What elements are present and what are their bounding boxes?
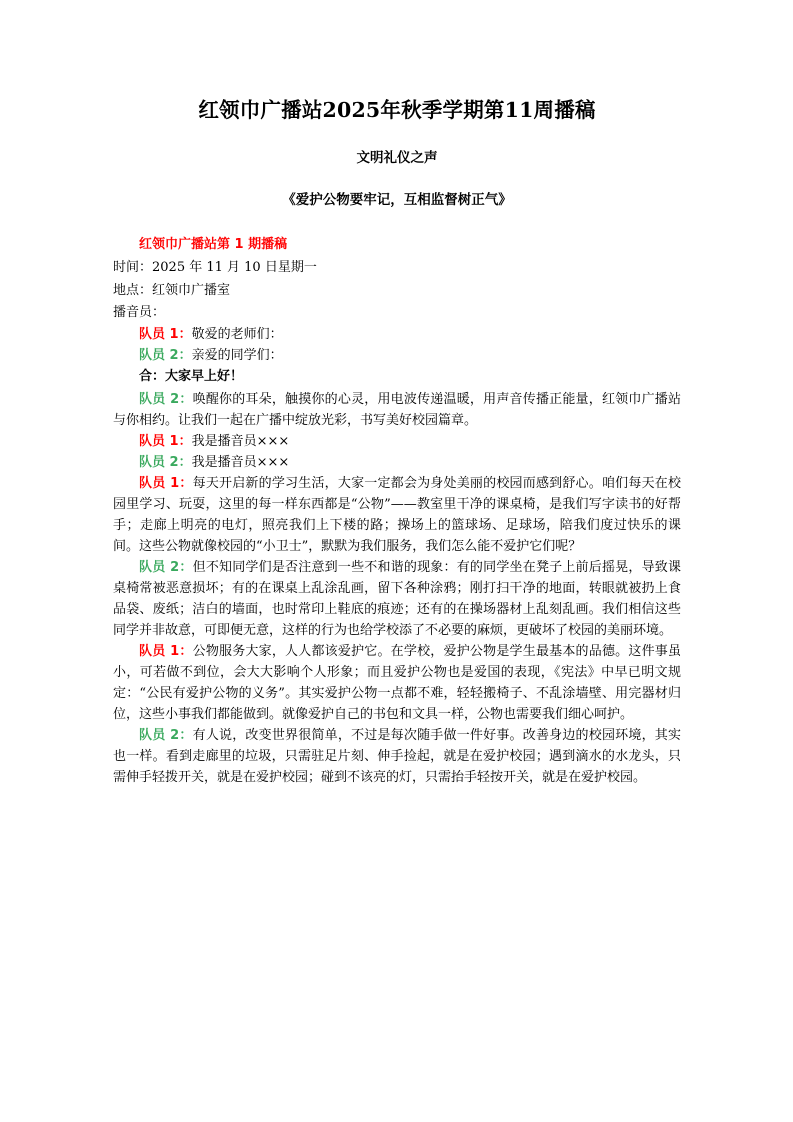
speaker-label: 队员 1： xyxy=(139,433,192,449)
script-line xyxy=(113,452,681,473)
speaker-text: 有人说，改变世界很简单，不过是每次随手做一件好事。改善身边的校园环境，其实也一样。看到走廊里的垃圾，只需驻足片刻、伸手捡起，就是在爱护校园；遇到滴水的水龙头，只需伸手轻拨开关，就是在爱护校园；碰到不该亮的灯，只需抬手轻按开关，就是在爱护校园。 xyxy=(113,728,681,786)
speaker-text: 亲爱的同学们： xyxy=(191,348,283,364)
speaker-label: 队员 2： xyxy=(139,728,193,744)
script-line xyxy=(113,324,681,345)
script-line-joint: 合：大家早上好！ xyxy=(139,369,244,385)
speaker-text: 我是播音员××× xyxy=(191,433,290,449)
speaker-label: 队员 1： xyxy=(139,644,193,660)
script-line xyxy=(113,725,681,788)
speaker-text: 唤醒你的耳朵，触摸你的心灵，用电波传递温暖，用声音传播正能量，红领巾广播站与你相约。让我们一起在广播中绽放光彩，书写美好校园篇章。 xyxy=(113,391,681,428)
episode-theme-title: 《爱护公物要牢记，互相监督树正气》 xyxy=(282,191,512,208)
page-title: 红领巾广播站2025年秋季学期第11周播稿 xyxy=(198,98,596,122)
script-line xyxy=(113,557,681,641)
meta-location: 地点：红领巾广播室 xyxy=(113,282,231,298)
script-line xyxy=(113,473,681,557)
document-content xyxy=(113,96,681,788)
speaker-label: 队员 2： xyxy=(139,559,193,575)
program-subtitle: 文明礼仪之声 xyxy=(356,149,438,166)
speaker-text: 我是播音员××× xyxy=(191,454,290,470)
script-line xyxy=(113,389,681,431)
script-line xyxy=(113,345,681,366)
section-heading: 红领巾广播站第 1 期播稿 xyxy=(139,237,288,253)
speaker-label: 队员 1： xyxy=(139,475,193,491)
broadcast-script-lines xyxy=(113,324,681,788)
speaker-text: 公物服务大家，人人都该爱护它。在学校，爱护公物是学生最基本的品德。这件事虽小，可若做不到位，会大大影响个人形象；而且爱护公物也是爱国的表现，《宪法》中早已明文规定：“公民有爱护公物的义务”。其实爱护公物一点都不难，轻轻搬椅子、不乱涂墙壁、用完器材归位，这些小事我们都能做到。就像爱护自己的书包和文具一样，公物也需要我们细心呵护。 xyxy=(113,644,681,723)
speaker-text: 但不知同学们是否注意到一些不和谐的现象：有的同学坐在凳子上前后摇晃，导致课桌椅常被恶意损坏；有的在课桌上乱涂乱画，留下各种涂鸦；刚打扫干净的地面，转眼就被扔上食品袋、废纸；洁白的墙面，也时常印上鞋底的痕迹；还有的在操场器材上乱刻乱画。我们相信这些同学并非故意，可即便无意，这样的行为也给学校添了不必要的麻烦，更破坏了校园的美丽环境。 xyxy=(113,559,681,639)
script-line xyxy=(113,641,681,725)
script-line xyxy=(113,431,681,452)
speaker-label: 队员 1： xyxy=(139,327,192,343)
speaker-text: 敬爱的老师们： xyxy=(191,327,283,343)
speaker-label: 队员 2： xyxy=(139,348,192,364)
speaker-label: 队员 2： xyxy=(139,454,192,470)
meta-announcers: 播音员： xyxy=(113,304,166,320)
meta-time: 时间：2025 年 11 月 10 日星期一 xyxy=(113,260,317,276)
speaker-label: 队员 2： xyxy=(139,391,193,407)
speaker-text: 每天开启新的学习生活，大家一定都会为身处美丽的校园而感到舒心。咱们每天在校园里学习、玩耍，这里的每一样东西都是“公物”——教室里干净的课桌椅，是我们写字读书的好帮手；走廊上明亮的电灯，照亮我们上下楼的路；操场上的篮球场、足球场，陪我们度过快乐的课间。这些公物就像校园的“小卫士”，默默为我们服务，我们怎么能不爱护它们呢？ xyxy=(113,475,681,554)
